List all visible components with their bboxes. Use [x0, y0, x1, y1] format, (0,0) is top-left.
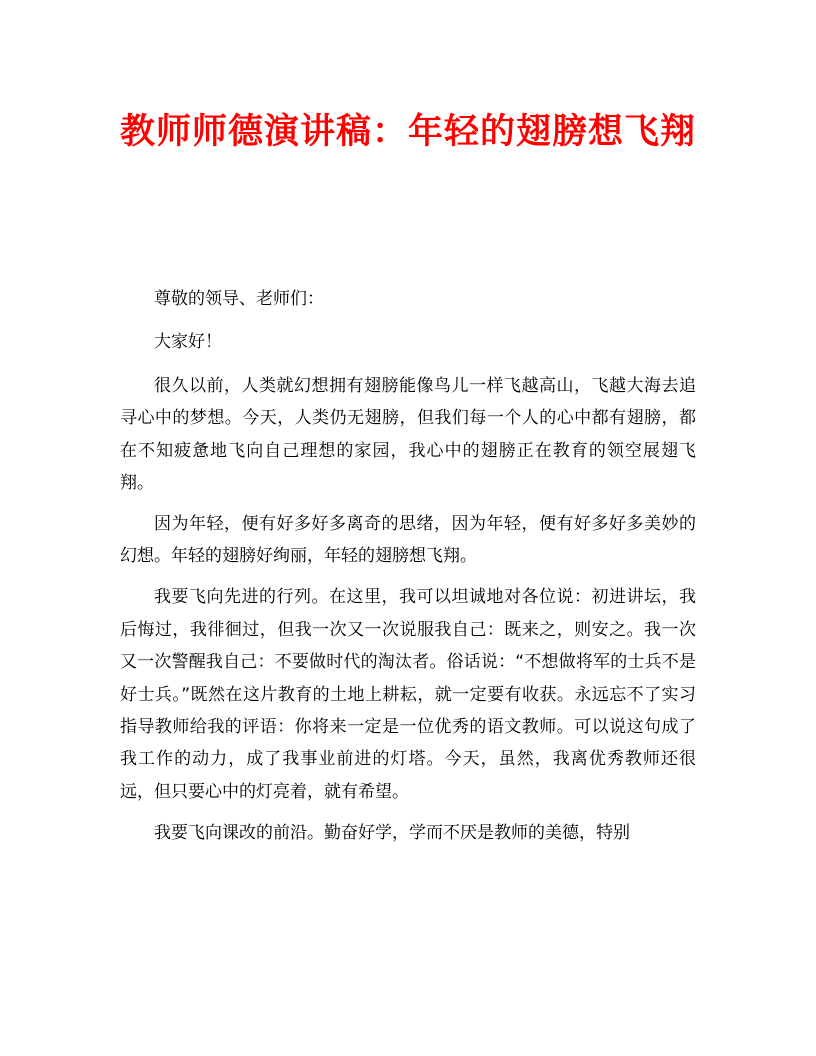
- salutation-paragraph: 尊敬的领导、老师们：: [154, 289, 324, 309]
- body-paragraph: 我要飞向先进的行列。在这里，我可以坦诚地对各位说：初进讲坛，我后悔过，我徘徊过，但我一次又一次说服我自己：既来之，则安之。我一次又一次警醒我自己：不要做时代的淘汰者。俗话说：“不想做将军的士兵不是好士兵。”既然在这片教育的土地上耕耘，就一定要有收获。永远忘不了实习指导教师给我的评语：你将来一定是一位优秀的语文教师。可以说这句成了我工作的动力，成了我事业前进的灯塔。今天，虽然，我离优秀教师还很远，但只要心中的灯亮着，就有希望。: [120, 587, 696, 802]
- body-paragraph: 很久以前，人类就幻想拥有翅膀能像鸟儿一样飞越高山，飞越大海去追寻心中的梦想。今天，人类仍无翅膀，但我们每一个人的心中都有翅膀，都在不知疲惫地飞向自己理想的家园，我心中的翅膀正在教育的领空展翅飞翔。: [120, 375, 696, 494]
- body-paragraph: 我要飞向课改的前沿。勤奋好学，学而不厌是教师的美德，特别: [154, 822, 630, 843]
- document-title: 教师师德演讲稿：年轻的翅膀想飞翔: [119, 111, 696, 152]
- greeting-paragraph: 大家好！: [154, 332, 222, 353]
- body-paragraph: 因为年轻，便有好多好多离奇的思绪，因为年轻，便有好多好多美妙的幻想。年轻的翅膀好绚丽，年轻的翅膀想飞翔。: [120, 514, 696, 567]
- document-body: [120, 283, 696, 858]
